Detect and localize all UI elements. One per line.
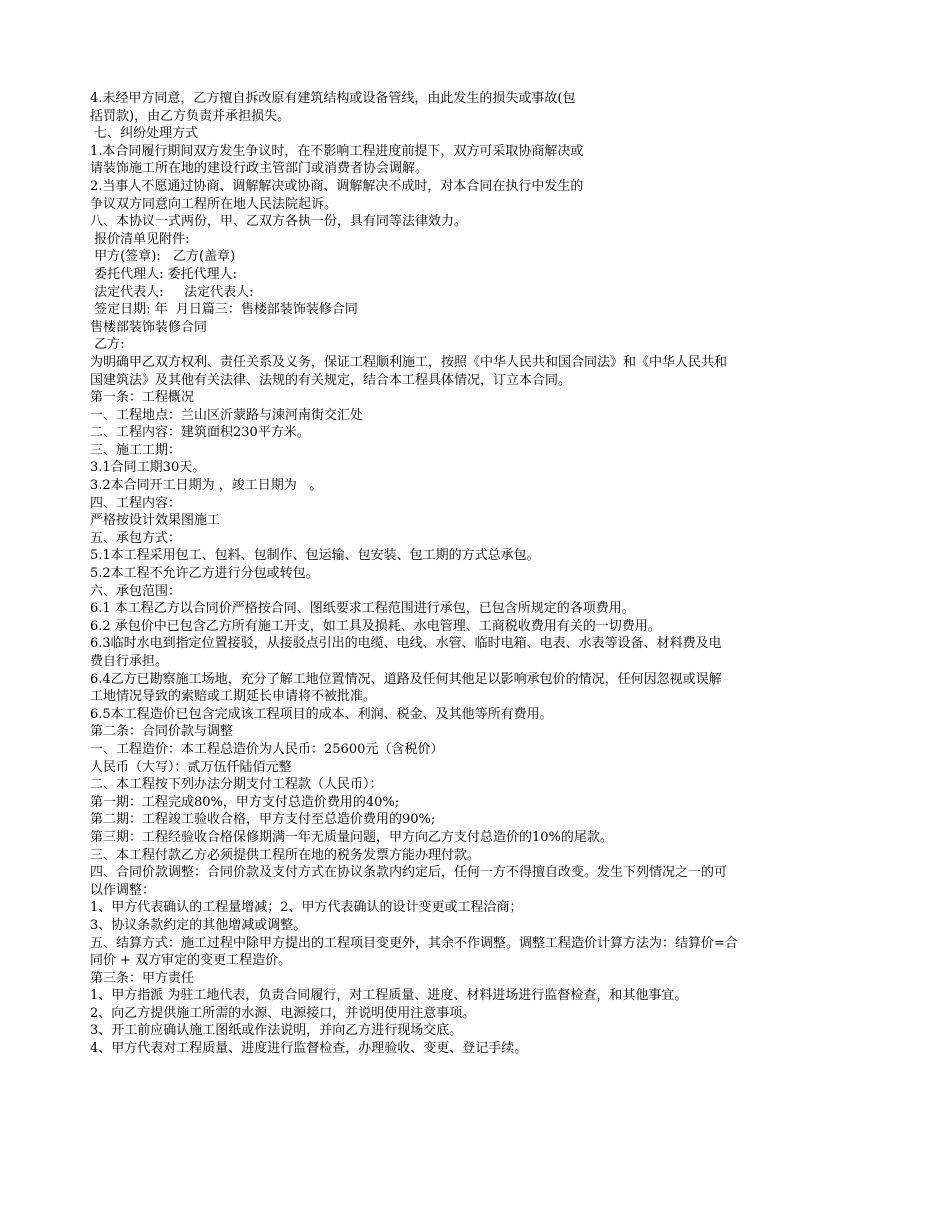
text-line: 人民币（大写）：贰万伍仟陆佰元整 xyxy=(90,759,292,775)
text-line: 工地情况导致的索赔或工期延长申请将不被批准。 xyxy=(90,689,377,705)
article-heading: 第一条：工程概况 xyxy=(90,390,195,406)
text-line: 一、工程地点：兰山区沂蒙路与涑河南街交汇处 xyxy=(90,407,364,423)
section-heading: 七、纠纷处理方式 xyxy=(90,126,199,142)
text-line: 六、承包范围： xyxy=(90,583,182,599)
text-line: 3、开工前应确认施工图纸或作法说明，并向乙方进行现场交底。 xyxy=(90,1023,463,1039)
signature-line: 法定代表人: 法定代表人: xyxy=(90,284,254,300)
text-line: 5.1本工程采用包工、包料、包制作、包运输、包安装、包工期的方式总承包。 xyxy=(90,548,540,564)
text-line: 1、甲方代表确认的工程量增减；2、甲方代表确认的设计变更或工程洽商； xyxy=(90,900,523,916)
text-line: 以作调整： xyxy=(90,882,156,898)
text-line: 八、本协议一式两份，甲、乙双方各执一份，具有同等法律效力。 xyxy=(90,214,468,230)
text-line: 四、工程内容： xyxy=(90,495,182,511)
text-line: 三、施工工期： xyxy=(90,442,182,458)
text-line: 国建筑法》及其他有关法律、法规的有关规定，结合本工程具体情况，订立本合同。 xyxy=(90,372,572,388)
text-line: 3、协议条款约定的其他增减或调整。 xyxy=(90,917,307,933)
text-line: 二、工程内容：建筑面积230平方米。 xyxy=(90,425,310,441)
text-line: 费自行承担。 xyxy=(90,654,169,669)
text-line: 第一期：工程完成80%，甲方支付总造价费用的40%; xyxy=(90,794,400,810)
text-line: 五、结算方式：施工过程中除甲方提出的工程项目变更外，其余不作调整。调整工程造价计算方法为：结算价=合 xyxy=(90,935,738,951)
text-line: 3.2本合同开工日期为 ，竣工日期为 。 xyxy=(90,478,323,494)
text-line: 6.5本工程造价已包含完成该工程项目的成本、利润、税金、及其他等所有费用。 xyxy=(90,706,553,722)
text-line: 6.4乙方已勘察施工场地，充分了解工地位置情况、道路及任何其他足以影响承包价的情况，任何因忽视或误解 xyxy=(90,671,722,687)
text-line: 5.2本工程不允许乙方进行分包或转包。 xyxy=(90,566,319,582)
text-line: 报价清单见附件: xyxy=(90,231,190,247)
text-line: 为明确甲乙双方权利、责任关系及义务，保证工程顺利施工，按照《中华人民共和国合同法》和《中华人民共和 xyxy=(90,354,728,370)
document-title: 售楼部装饰装修合同 xyxy=(90,319,208,335)
text-line: 一、工程造价：本工程总造价为人民币：25600元（含税价） xyxy=(90,741,444,757)
text-line: 6.2 承包价中已包含乙方所有施工开支，如工具及损耗、水电管理、工商税收费用有关的一切费用。 xyxy=(90,618,661,634)
text-line: 1.本合同履行期间双方发生争议时，在不影响工程进度前提下，双方可采取协商解决或 xyxy=(90,143,584,159)
text-line: 第二期：工程竣工验收合格，甲方支付至总造价费用的90%; xyxy=(90,812,436,828)
text-line: 6.3临时水电到指定位置接驳，从接驳点引出的电缆、电线、水管、临时电箱、电表、水表等设备、材料费及电 xyxy=(90,636,722,652)
text-line: 2.当事人不愿通过协商、调解解决或协商、调解解决不成时，对本合同在执行中发生的 xyxy=(90,178,584,194)
signature-line: 甲方(签章): 乙方(盖章) xyxy=(90,249,236,265)
text-line: 五、承包方式： xyxy=(90,530,182,546)
text-line: 乙方: xyxy=(90,337,125,353)
text-line: 3.1合同工期30天。 xyxy=(90,460,206,476)
text-line: 4.未经甲方同意，乙方擅自拆改原有建筑结构或设备管线，由此发生的损失或事故(包 xyxy=(90,91,576,106)
signature-line: 委托代理人: 委托代理人: xyxy=(90,266,238,282)
text-line: 三、本工程付款乙方必须提供工程所在地的税务发票方能办理付款。 xyxy=(90,847,481,863)
text-line: 严格按设计效果图施工 xyxy=(90,513,221,529)
text-line: 1、甲方指派 为驻工地代表，负责合同履行，对工程质量、进度、材料进场进行监督检查，和其他事宜。 xyxy=(90,988,688,1004)
text-line: 二、本工程按下列办法分期支付工程款（人民币）： xyxy=(90,777,383,793)
signature-line: 签定日期: 年 月日篇三：售楼部装饰装修合同 xyxy=(90,302,358,318)
text-line: 同价 + 双方审定的变更工程造价。 xyxy=(90,953,292,969)
text-line: 请装饰施工所在地的建设行政主管部门或消费者协会调解。 xyxy=(90,161,429,177)
article-heading: 第二条：合同价款与调整 xyxy=(90,724,234,740)
text-line: 括罚款)，由乙方负责并承担损失。 xyxy=(90,108,291,124)
article-heading: 第三条：甲方责任 xyxy=(90,970,195,986)
text-line: 4、甲方代表对工程质量、进度进行监督检查，办理验收、变更、登记手续。 xyxy=(90,1041,528,1057)
text-line: 6.1 本工程乙方以合同价严格按合同、图纸要求工程范围进行承包，已包含所规定的各项费用。 xyxy=(90,601,635,617)
text-line: 2、向乙方提供施工所需的水源、电源接口，并说明使用注意事项。 xyxy=(90,1005,476,1021)
document-page xyxy=(90,90,860,1058)
text-line: 四、合同价款调整：合同价款及支付方式在协议条款内约定后，任何一方不得擅自改变。发生下列情况之一的可 xyxy=(90,865,728,881)
text-line: 争议双方同意向工程所在地人民法院起诉。 xyxy=(90,196,338,212)
text-line: 第三期：工程经验收合格保修期满一年无质量问题，甲方向乙方支付总造价的10%的尾款。 xyxy=(90,829,613,845)
